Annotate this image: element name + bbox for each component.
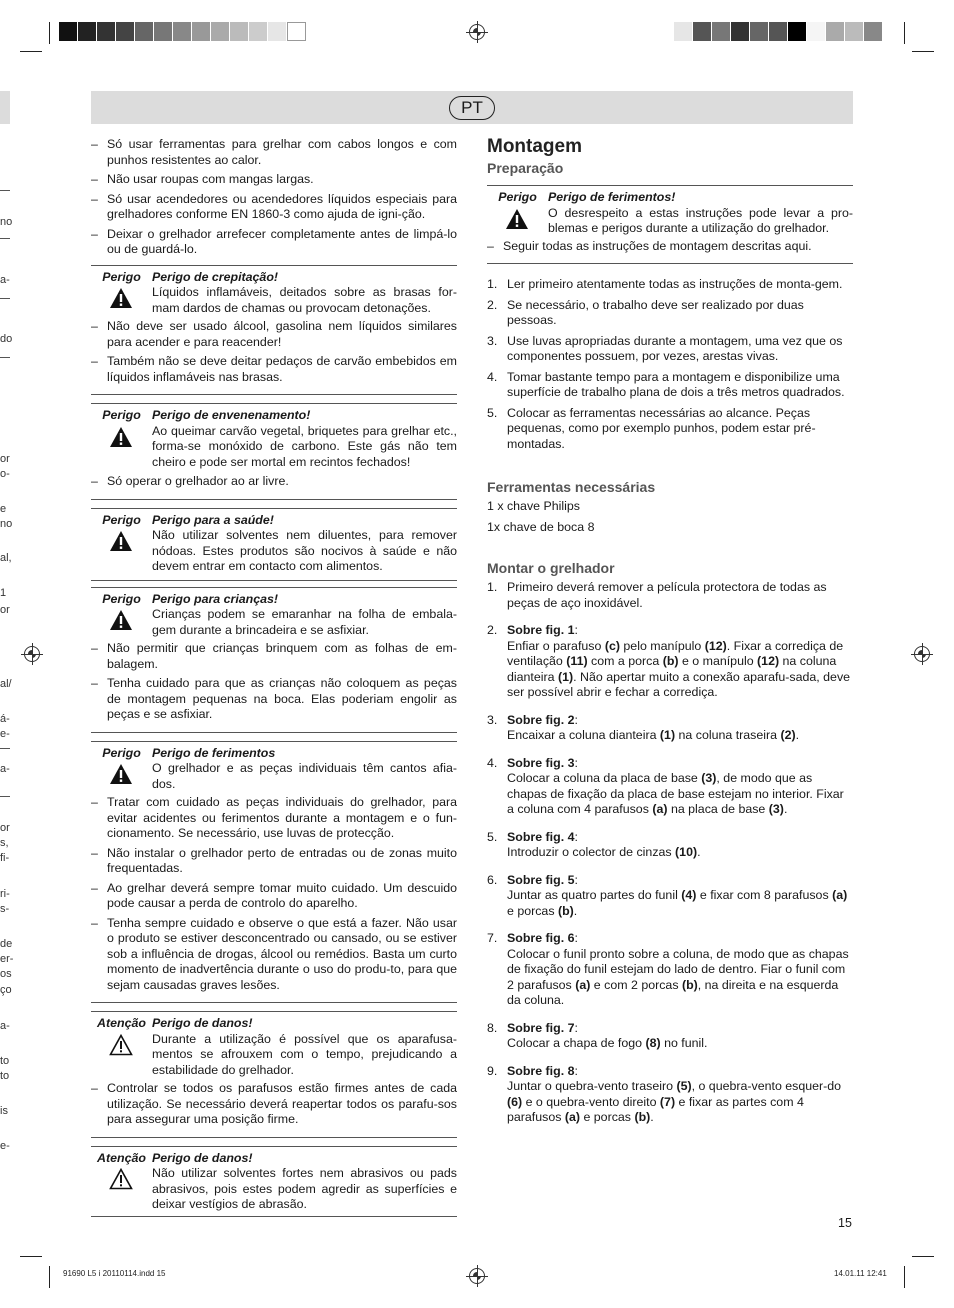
registration-mark-icon bbox=[469, 1268, 485, 1284]
list-item: 4. Tomar bastante tempo para a montagem e disponibilize uma superfície de trabalho plana de dois a três metros quadrados. bbox=[487, 369, 845, 399]
warning-items bbox=[487, 239, 853, 265]
list-item: 3. Use luvas apropriadas durante a montagem, uma vez que os componentes possuem, por vezes, arestas vivas. bbox=[487, 333, 843, 363]
warning-triangle-icon bbox=[91, 285, 152, 317]
list-item: 1. Ler primeiro atentamente todas as instruções de monta-gem. bbox=[487, 277, 843, 291]
bleed-fragment: to bbox=[0, 1055, 10, 1067]
step-heading: Sobre fig. 5 bbox=[507, 872, 575, 887]
warning-title: Perigo para a saúde! bbox=[152, 512, 274, 527]
list-item: – Seguir todas as instruções de montagem descritas aqui. bbox=[487, 239, 853, 255]
warning-items bbox=[91, 1081, 457, 1138]
registration-mark-icon bbox=[24, 646, 40, 662]
warning-kind: Perigo bbox=[102, 512, 141, 527]
color-bar-left bbox=[59, 22, 306, 41]
warning-text: Ao queimar carvão vegetal, briquetes para grelhar etc., forma-se monóxido de carbono. Este gás não tem cheiro e pode ser mortal em recintos fechados! bbox=[152, 423, 457, 469]
step-heading: Sobre fig. 1 bbox=[507, 623, 575, 637]
list-item: 8. Sobre fig. 7: Colocar a chapa de fogo (8) no funil. bbox=[487, 1021, 853, 1052]
warning-triangle-icon bbox=[91, 528, 152, 560]
list-item: – Não usar roupas com mangas largas. bbox=[91, 172, 457, 188]
bleed-fragment: e- bbox=[0, 1140, 10, 1152]
warning-kind: Atenção bbox=[97, 1016, 146, 1030]
warning-title: Perigo de ferimentos bbox=[152, 745, 276, 760]
assembly-heading: Montar o grelhador bbox=[487, 560, 615, 576]
bleed-fragment: no bbox=[0, 216, 13, 228]
list-item: 5. Sobre fig. 4: Introduzir o colector de cinzas (10). bbox=[487, 830, 853, 861]
bleed-fragment: al, bbox=[0, 552, 12, 564]
step-text: Colocar a coluna da placa de base (3), de modo que as chapas de fixação da placa de base estejam no interior. Fixar a coluna com 4 parafusos (a) na placa de base (3). bbox=[507, 771, 844, 816]
list-item: 3. Sobre fig. 2: Encaixar a coluna dianteira (1) na coluna traseira (2). bbox=[487, 713, 853, 744]
bleed-rule bbox=[0, 796, 10, 797]
warning-kind: Perigo bbox=[498, 190, 537, 204]
crop-mark bbox=[20, 51, 42, 52]
warning-kind: Atenção bbox=[97, 1150, 146, 1165]
crop-mark bbox=[20, 1256, 42, 1257]
warning-title: Perigo de ferimentos! bbox=[548, 190, 676, 204]
bleed-fragment: a- bbox=[0, 763, 10, 775]
step-text: Encaixar a coluna dianteira (1) na coluna traseira (2). bbox=[507, 728, 800, 742]
bleed-fragment: s, bbox=[0, 837, 9, 849]
list-item: 2. Sobre fig. 1: Enfiar o parafuso (c) pelo manípulo (12). Fixar a corrediça de ventilação (11) com a porca (b) e o manípulo (12) na coluna dianteira (1). Não apertar muito a conexão aparafu-sada, deve ser possível abrir e fechar a corrediça. bbox=[487, 623, 853, 701]
bleed-rule bbox=[0, 238, 10, 239]
warning-title: Perigo de envenenamento! bbox=[152, 408, 311, 422]
step-number: 8. bbox=[487, 1020, 498, 1035]
bleed-rule bbox=[0, 298, 10, 299]
tool-item: 1x chave de boca 8 bbox=[487, 519, 595, 534]
tool-item: 1 x chave Philips bbox=[487, 499, 580, 513]
warning-block bbox=[91, 265, 457, 317]
bleed-fragment: or bbox=[0, 453, 10, 465]
step-text: Colocar o funil pronto sobre a coluna, de modo que as chapas de fixação do funil estejam do lado de dentro. Fiar o funil com 2 parafusos (a) e com 2 porcas (b), na direita e na esquerda da coluna. bbox=[507, 946, 849, 1007]
warning-title: Perigo de danos! bbox=[152, 1150, 253, 1165]
list-item: – Tenha sempre cuidado e observe o que está a fazer. Não usar o produto se estiver desconcentrado ou cansado, ou se estiver sob a influência de drogas, álcool ou remédios. Basta um curto momento de inadvertência durante o uso do produ-to, para que sejam causadas graves lesões. bbox=[91, 916, 457, 994]
list-item: – Tenha cuidado para que as crianças não coloquem as peças de montagem pequenas na boca. Elas poderiam engolir as peças e se asfixiar. bbox=[91, 676, 457, 723]
language-badge: PT bbox=[449, 96, 495, 120]
step-text: Juntar as quatro partes do funil (4) e fixar com 8 parafusos (a) e porcas (b). bbox=[507, 888, 848, 918]
step-heading: Sobre fig. 6 bbox=[507, 931, 575, 945]
bleed-fragment: er- bbox=[0, 953, 14, 965]
step-heading: Sobre fig. 7 bbox=[507, 1020, 575, 1035]
bleed-rule bbox=[0, 190, 10, 191]
section-subtitle: Preparação bbox=[487, 160, 564, 176]
list-item: – Não deve ser usado álcool, gasolina nem líquidos similares para acender e para reacender! bbox=[91, 319, 457, 350]
step-number: 3. bbox=[487, 712, 498, 727]
step-text: Enfiar o parafuso (c) pelo manípulo (12). Fixar a corrediça de ventilação (11) com a porca (b) e o manípulo (12) na coluna dianteira (1). Não apertar muito a conexão aparafu-sada, deve ser possível abrir e fechar a corrediça. bbox=[507, 638, 851, 699]
list-item: – Só usar ferramentas para grelhar com cabos longos e com punhos resistentes ao calor. bbox=[91, 137, 457, 168]
tools-heading: Ferramentas necessárias bbox=[487, 479, 656, 495]
list-item: 6. Sobre fig. 5: Juntar as quatro partes do funil (4) e fixar com 8 parafusos (a) e porcas (b). bbox=[487, 873, 853, 920]
warning-kind: Perigo bbox=[102, 269, 141, 284]
bleed-fragment: or bbox=[0, 822, 10, 834]
warning-triangle-icon bbox=[487, 206, 548, 238]
warning-items bbox=[91, 474, 457, 500]
warning-block bbox=[91, 741, 457, 793]
section-title: Montagem bbox=[487, 136, 582, 157]
crop-mark bbox=[904, 1266, 905, 1288]
bleed-fragment: or bbox=[0, 604, 10, 616]
bleed-fragment: e- bbox=[0, 728, 10, 740]
registration-mark-icon bbox=[469, 24, 485, 40]
bleed-fragment: ço bbox=[0, 984, 12, 996]
list-item: – Ao grelhar deverá sempre tomar muito cuidado. Um descuido pode causar a perda de controlo do aparelho. bbox=[91, 881, 457, 912]
bleed-fragment: no bbox=[0, 518, 13, 530]
bleed-rule bbox=[0, 357, 10, 358]
warning-kind: Perigo bbox=[102, 591, 141, 606]
crop-mark bbox=[912, 51, 934, 52]
header-band-left bbox=[0, 91, 10, 124]
step-number: 2. bbox=[487, 623, 498, 637]
list-item: 1. Primeiro deverá remover a película protectora de todas as peças de aço inoxidável. bbox=[487, 580, 827, 610]
bleed-fragment: a- bbox=[0, 274, 10, 286]
warning-block bbox=[91, 1011, 457, 1078]
list-item: 5. Colocar as ferramentas necessárias ao alcance. Peças pequenas, como por exemplo punhos, podem estar pré-montadas. bbox=[487, 405, 816, 451]
warning-items bbox=[91, 795, 457, 1003]
warning-block bbox=[91, 403, 457, 470]
bleed-rule bbox=[0, 748, 10, 749]
list-item: – Controlar se todos os parafusos estão firmes antes de cada utilização. Se necessário deverá reapertar todos os parafu-sos para assegurar uma posição firme. bbox=[91, 1081, 457, 1128]
bleed-fragment: de bbox=[0, 938, 13, 950]
page-number: 15 bbox=[838, 1216, 852, 1230]
crop-mark bbox=[904, 22, 905, 44]
bleed-fragment: o- bbox=[0, 468, 10, 480]
bleed-fragment: e bbox=[0, 503, 7, 515]
warning-block bbox=[91, 1146, 457, 1217]
warning-triangle-icon bbox=[91, 424, 152, 456]
list-item: 2. Se necessário, o trabalho deve ser realizado por duas pessoas. bbox=[487, 297, 804, 327]
warning-triangle-icon bbox=[91, 607, 152, 639]
warning-text: Líquidos inflamáveis, deitados sobre as brasas for-mam dardos de chamas ou provocam detonações. bbox=[152, 285, 457, 315]
list-item: – Também não se deve deitar pedaços de carvão embebidos em líquidos inflamáveis nas brasas. bbox=[91, 354, 457, 385]
warning-title: Perigo de danos! bbox=[152, 1016, 253, 1030]
warning-title: Perigo para crianças! bbox=[152, 591, 279, 606]
warning-text: O desrespeito a estas instruções pode levar a pro-blemas e perigos durante a utilização do grelhador. bbox=[548, 205, 853, 235]
crop-mark bbox=[912, 1256, 934, 1257]
step-text: Juntar o quebra-vento traseiro (5), o quebra-vento esquer-do (6) e o quebra-vento direito (7) e fixar as partes com 4 parafusos (a) e porcas (b). bbox=[507, 1079, 842, 1124]
step-text: Introduzir o colector de cinzas (10). bbox=[507, 845, 701, 859]
right-column bbox=[487, 136, 853, 1138]
bleed-fragment: s- bbox=[0, 903, 10, 915]
warning-items bbox=[91, 319, 457, 395]
list-item: 4. Sobre fig. 3: Colocar a coluna da placa de base (3), de modo que as chapas de fixação da placa de base estejam no interior. Fixar a coluna com 4 parafusos (a) na placa de base (3). bbox=[487, 756, 853, 818]
list-item: 9. Sobre fig. 8: Juntar o quebra-vento traseiro (5), o quebra-vento esquer-do (6) e o quebra-vento direito (7) e fixar as partes com 4 parafusos (a) e porcas (b). bbox=[487, 1064, 853, 1126]
list-item: – Deixar o grelhador arrefecer completamente antes de limpá-lo ou de guardá-lo. bbox=[91, 227, 457, 258]
bleed-fragment: a- bbox=[0, 1020, 10, 1032]
bleed-fragment: do bbox=[0, 333, 13, 345]
warning-kind: Perigo bbox=[102, 745, 141, 760]
step-heading: Sobre fig. 4 bbox=[507, 829, 575, 844]
prep-steps bbox=[487, 277, 853, 452]
warning-text: Não utilizar solventes nem diluentes, para remover nódoas. Estes produtos são nocivos à saúde e não devem entrar em contacto com alimentos. bbox=[152, 528, 457, 573]
warning-text: Crianças podem se emaranhar na folha de embala-gem durante a brincadeira e se asfixiar. bbox=[152, 607, 457, 637]
step-number: 4. bbox=[487, 755, 498, 770]
list-item: – Não instalar o grelhador perto de entradas ou de zonas muito frequentadas. bbox=[91, 846, 457, 877]
bleed-fragment: fi- bbox=[0, 852, 10, 864]
bleed-fragment: is bbox=[0, 1105, 8, 1117]
warning-block bbox=[91, 508, 457, 581]
step-heading: Sobre fig. 2 bbox=[507, 712, 575, 727]
color-bar-right bbox=[674, 22, 883, 41]
warning-text: O grelhador e as peças individuais têm cantos afia-dos. bbox=[152, 761, 457, 791]
bleed-fragment: á- bbox=[0, 713, 10, 725]
step-number: 6. bbox=[487, 872, 498, 887]
bleed-fragment: 1 bbox=[0, 587, 7, 599]
step-number: 5. bbox=[487, 829, 498, 844]
warning-block bbox=[487, 185, 853, 237]
bleed-fragment: to bbox=[0, 1070, 10, 1082]
bleed-fragment: os bbox=[0, 968, 12, 980]
left-column bbox=[91, 137, 457, 1217]
warning-kind: Perigo bbox=[102, 408, 141, 422]
warning-block bbox=[91, 587, 457, 639]
list-item: 7. Sobre fig. 6: Colocar o funil pronto sobre a coluna, de modo que as chapas de fixação do funil estejam do lado de dentro. Fiar o funil com 2 parafusos (a) e com 2 porcas (b), na direita e na esquerda da coluna. bbox=[487, 931, 853, 1009]
registration-mark-icon bbox=[914, 646, 930, 662]
warning-text: Durante a utilização é possível que os aparafusa-mentos se afrouxem com o tempo, prejudicando a estabilidade do grelhador. bbox=[152, 1031, 457, 1077]
footer-date: 14.01.11 12:41 bbox=[834, 1269, 887, 1278]
caution-triangle-icon bbox=[91, 1166, 152, 1198]
warning-text: Não utilizar solventes fortes nem abrasivos ou pads abrasivos, pois estes podem agredir as superfícies e deixar vestígios de abrasão. bbox=[152, 1166, 457, 1211]
list-item: – Só operar o grelhador ao ar livre. bbox=[91, 474, 457, 490]
list-item: – Tratar com cuidado as peças individuais do grelhador, para evitar acidentes ou ferimentos durante a montagem e o fun-cionamento. Se necessário, use luvas de protecção. bbox=[91, 795, 457, 842]
warning-items bbox=[91, 641, 457, 733]
bleed-fragment: al/ bbox=[0, 678, 12, 690]
step-heading: Sobre fig. 3 bbox=[507, 755, 575, 770]
step-text: Colocar a chapa de fogo (8) no funil. bbox=[507, 1036, 708, 1050]
step-number: 7. bbox=[487, 931, 498, 945]
assembly-steps bbox=[487, 623, 853, 1126]
bleed-fragment: ri- bbox=[0, 888, 10, 900]
step-heading: Sobre fig. 8 bbox=[507, 1063, 575, 1078]
warning-title: Perigo de crepitação! bbox=[152, 269, 279, 284]
list-item: – Não permitir que crianças brinquem com as folhas de em-balagem. bbox=[91, 641, 457, 672]
list-item: – Só usar acendedores ou acendedores líquidos especiais para grelhadores conforme EN 1860-3 como ajuda de igni-ção. bbox=[91, 192, 457, 223]
crop-mark bbox=[49, 1266, 50, 1288]
step-number: 9. bbox=[487, 1063, 498, 1078]
warning-triangle-icon bbox=[91, 761, 152, 793]
caution-triangle-icon bbox=[91, 1032, 152, 1064]
footer-file: 91690 L5 i 20110114.indd 15 bbox=[63, 1269, 166, 1278]
crop-mark bbox=[49, 22, 50, 44]
